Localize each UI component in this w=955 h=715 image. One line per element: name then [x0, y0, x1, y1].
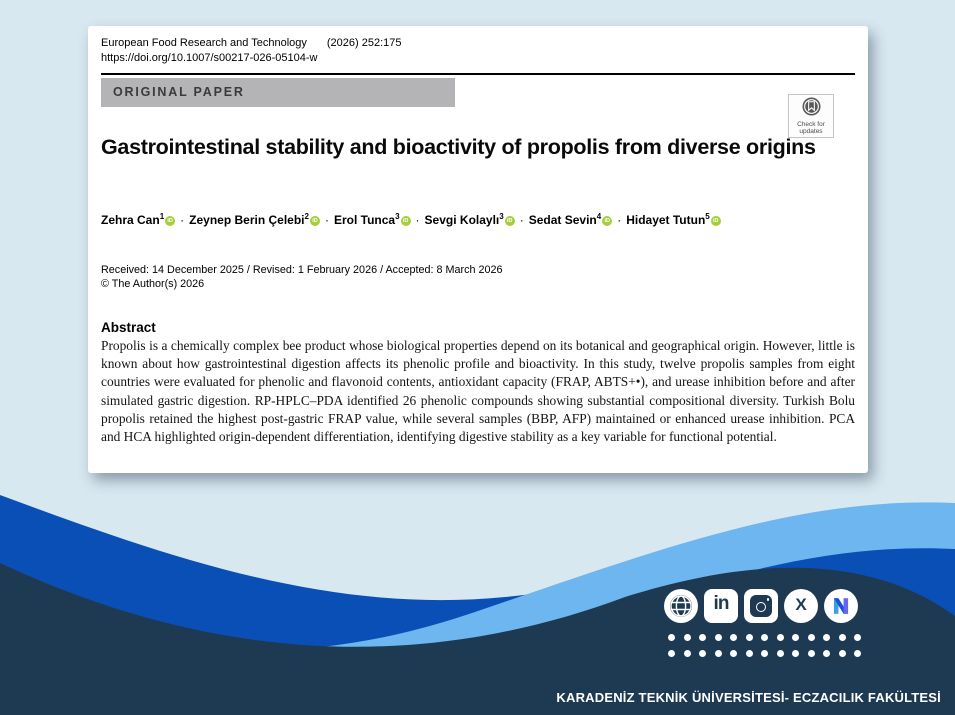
dot — [777, 650, 784, 657]
author-separator: · — [617, 213, 622, 227]
journal-name: European Food Research and Technology — [101, 37, 307, 49]
author-entry: Erol Tunca$^3$ iD — [334, 213, 411, 227]
university-banner: KARADENİZ TEKNİK ÜNİVERSİTESİ- ECZACILIK FAKÜLTESİ — [556, 690, 941, 705]
crossmark-bookmark-icon — [802, 97, 821, 116]
dot — [839, 650, 846, 657]
globe-glyph — [664, 589, 698, 623]
dot — [823, 634, 830, 641]
check-for-updates-badge[interactable] — [788, 94, 834, 138]
author-list — [101, 212, 861, 227]
dot-row — [668, 634, 861, 641]
dot-row — [668, 650, 861, 657]
abstract-text: Propolis is a chemically complex bee product whose biological properties depend on its botanical and geographical origin. However, little is known about how gastrointestinal digestion affects its phenolic profile and bioactivity. In this study, twelve propolis samples from eight countries were evaluated for phenolic and flavonoid contents, antioxidant capacity (FRAP, ABTS+•), and urease inhibition before and after simulated gastric digestion. RP-HPLC–PDA identified 26 phenolic compounds showing substantial compositional diversity. Turkish Bolu propolis retained the highest post-gastric FRAP value, while several samples (BBP, AFP) maintained or enhanced urease inhibition. PCA and HCA highlighted origin-dependent differentiation, identifying digestive stability as a key variable for functional potential. — [101, 338, 855, 445]
dot — [792, 634, 799, 641]
copyright-line: © The Author(s) 2026 — [101, 278, 205, 290]
doi-link[interactable]: https://doi.org/10.1007/s00217-026-05104-w — [101, 52, 318, 64]
instagram-flash-dot — [767, 598, 770, 601]
author-entry: Zeynep Berin Çelebi$^2$ iD — [189, 213, 320, 227]
author-separator: · — [519, 213, 524, 227]
dot — [808, 650, 815, 657]
orcid-icon[interactable]: iD — [401, 216, 411, 226]
dot — [761, 650, 768, 657]
dot — [823, 650, 830, 657]
badge-text-line1: Check for — [797, 121, 825, 128]
dot — [808, 634, 815, 641]
article-type-label: ORIGINAL PAPER — [113, 85, 245, 99]
dot — [854, 634, 861, 641]
badge-text-line2: updates — [799, 128, 823, 135]
header-divider — [101, 73, 855, 75]
decorative-dot-grid — [668, 634, 861, 666]
author-separator: · — [180, 213, 185, 227]
author-separator: · — [324, 213, 329, 227]
dot — [684, 634, 691, 641]
author-entry: Zehra Can$^1$ iD — [101, 213, 175, 227]
article-history: Received: 14 December 2025 / Revised: 1 February 2026 / Accepted: 8 March 2026 — [101, 264, 503, 276]
globe-icon[interactable] — [664, 589, 698, 623]
dot — [684, 650, 691, 657]
orcid-icon[interactable]: iD — [310, 216, 320, 226]
dot — [730, 650, 737, 657]
instagram-lens — [756, 602, 766, 612]
n-logo-icon[interactable] — [824, 589, 858, 623]
dot — [854, 650, 861, 657]
x-glyph: X — [795, 595, 807, 614]
author-separator: · — [415, 213, 420, 227]
dot — [715, 650, 722, 657]
dot — [746, 650, 753, 657]
instagram-camera-glyph — [750, 595, 772, 617]
linkedin-in-glyph: in — [713, 593, 729, 614]
journal-header — [101, 37, 402, 49]
dot — [792, 650, 799, 657]
paper-first-page — [88, 26, 868, 473]
author-entry: Hidayet Tutun$^5$ iD — [626, 213, 721, 227]
author-entry: Sevgi Kolaylı$^3$ iD — [425, 213, 515, 227]
article-title: Gastrointestinal stability and bioactivity of propolis from diverse origins — [101, 135, 816, 159]
orcid-icon[interactable]: iD — [165, 216, 175, 226]
dot — [746, 634, 753, 641]
author-entry: Sedat Sevin$^4$ iD — [529, 213, 612, 227]
n-logo-glyph — [824, 589, 858, 623]
social-icons-row — [664, 589, 858, 623]
dot — [699, 634, 706, 641]
dot — [715, 634, 722, 641]
dot — [699, 650, 706, 657]
orcid-icon[interactable]: iD — [711, 216, 721, 226]
abstract-heading: Abstract — [101, 320, 156, 335]
dot — [777, 634, 784, 641]
article-type-bar — [101, 78, 455, 107]
dot — [668, 634, 675, 641]
dot — [761, 634, 768, 641]
dot — [668, 650, 675, 657]
dot — [839, 634, 846, 641]
linkedin-icon[interactable] — [704, 589, 738, 623]
x-twitter-icon[interactable] — [784, 589, 818, 623]
orcid-icon[interactable]: iD — [602, 216, 612, 226]
instagram-icon[interactable] — [744, 589, 778, 623]
citation: (2026) 252:175 — [326, 37, 402, 49]
dot — [730, 634, 737, 641]
orcid-icon[interactable]: iD — [505, 216, 515, 226]
